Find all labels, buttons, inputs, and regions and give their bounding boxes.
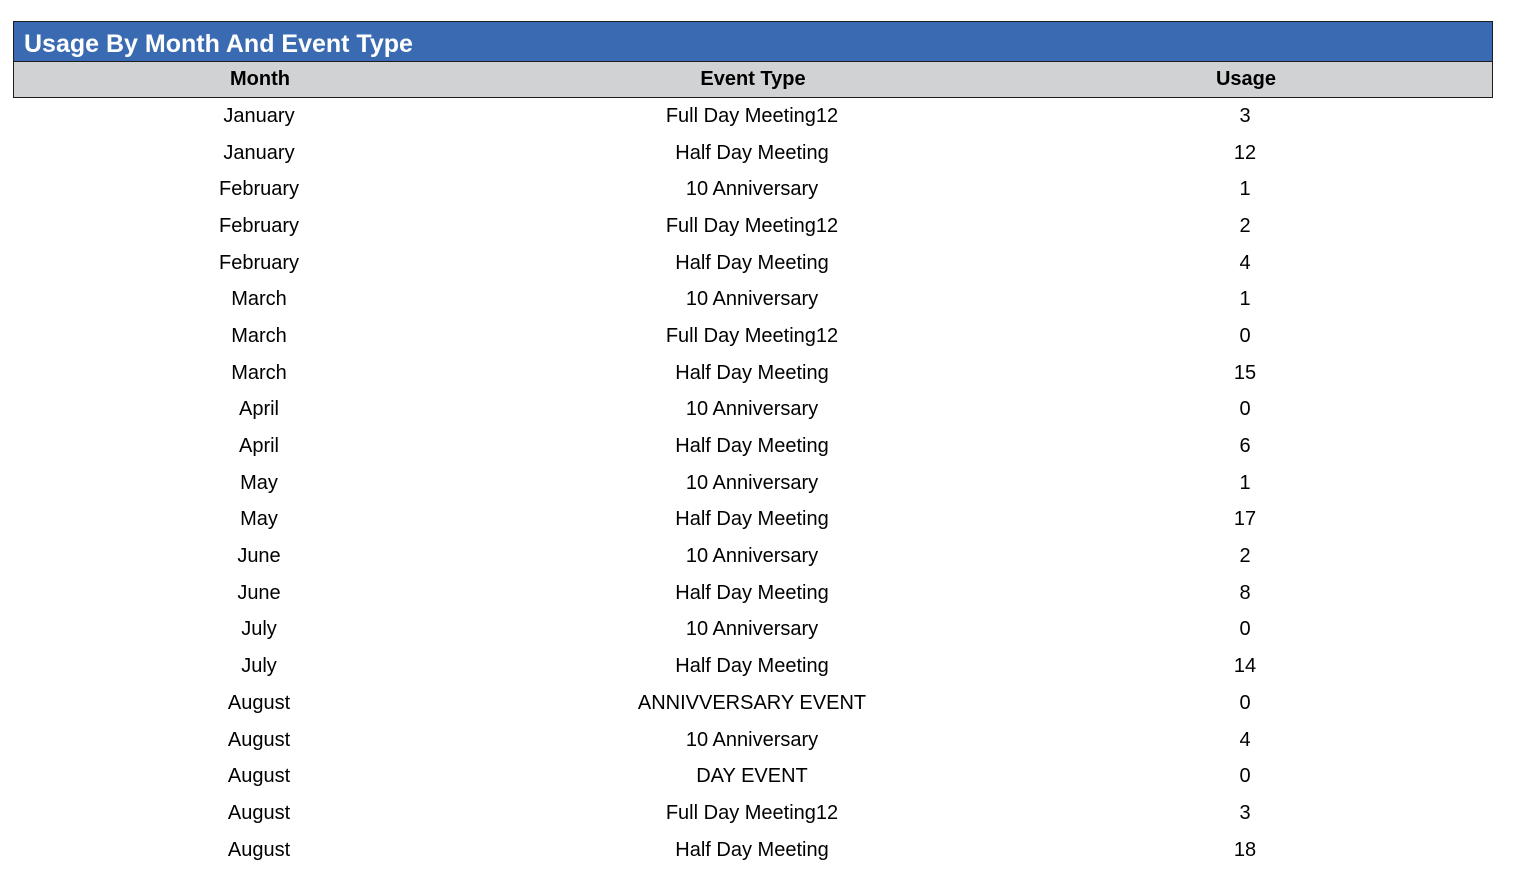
cell-event-type: 10 Anniversary — [685, 618, 819, 641]
cell-event-type: Half Day Meeting — [675, 141, 829, 164]
cell-usage: 15 — [1233, 361, 1257, 384]
cell-month: February — [218, 251, 300, 274]
cell-month: August — [227, 691, 291, 714]
table-row — [13, 392, 1493, 429]
cell-month: August — [227, 765, 291, 788]
cell-usage: 18 — [1233, 838, 1257, 861]
cell-event-type: Half Day Meeting — [675, 508, 829, 531]
cell-month: April — [238, 435, 279, 458]
cell-month: June — [237, 581, 281, 604]
cell-month: March — [231, 361, 287, 384]
cell-month: April — [238, 398, 279, 421]
cell-month: August — [227, 728, 291, 751]
cell-usage: 3 — [1239, 801, 1251, 824]
cell-usage: 1 — [1239, 288, 1251, 311]
cell-event-type: Full Day Meeting12 — [665, 104, 839, 127]
table-row — [13, 538, 1493, 575]
cell-event-type: Full Day Meeting12 — [665, 324, 839, 347]
cell-usage: 8 — [1239, 581, 1251, 604]
cell-usage: 12 — [1233, 141, 1257, 164]
cell-month: January — [223, 141, 295, 164]
table-row — [13, 575, 1493, 612]
cell-month: March — [231, 288, 287, 311]
cell-usage: 14 — [1233, 655, 1257, 678]
cell-event-type: DAY EVENT — [696, 765, 808, 788]
table-row — [13, 502, 1493, 539]
cell-event-type: Half Day Meeting — [675, 655, 829, 678]
cell-event-type: 10 Anniversary — [685, 728, 819, 751]
cell-month: May — [240, 471, 278, 494]
cell-usage: 0 — [1239, 765, 1251, 788]
cell-event-type: Half Day Meeting — [675, 435, 829, 458]
table-row — [13, 135, 1493, 172]
cell-month: March — [231, 324, 287, 347]
cell-usage: 2 — [1239, 545, 1251, 568]
table-row — [13, 685, 1493, 722]
cell-usage: 0 — [1239, 618, 1251, 641]
table-row — [13, 648, 1493, 685]
cell-event-type: Half Day Meeting — [675, 581, 829, 604]
table-row — [13, 428, 1493, 465]
cell-event-type: Full Day Meeting12 — [665, 214, 839, 237]
cell-usage: 0 — [1239, 691, 1251, 714]
cell-event-type: 10 Anniversary — [685, 545, 819, 568]
cell-usage: 4 — [1239, 251, 1251, 274]
cell-event-type: ANNIVVERSARY EVENT — [637, 691, 867, 714]
column-header-month: Month — [230, 68, 290, 90]
cell-month: January — [223, 104, 295, 127]
cell-month: February — [218, 178, 300, 201]
cell-usage: 1 — [1239, 178, 1251, 201]
table-body — [13, 98, 1493, 868]
cell-month: August — [227, 838, 291, 861]
cell-usage: 6 — [1239, 435, 1251, 458]
table-row — [13, 758, 1493, 795]
table-row — [13, 355, 1493, 392]
cell-event-type: 10 Anniversary — [685, 398, 819, 421]
table-row — [13, 832, 1493, 869]
cell-usage: 3 — [1239, 104, 1251, 127]
cell-event-type: 10 Anniversary — [685, 288, 819, 311]
cell-month: July — [241, 655, 277, 678]
table-row — [13, 795, 1493, 832]
cell-month: May — [240, 508, 278, 531]
cell-usage: 0 — [1239, 324, 1251, 347]
cell-usage: 0 — [1239, 398, 1251, 421]
table-row — [13, 612, 1493, 649]
cell-event-type: 10 Anniversary — [685, 178, 819, 201]
table-row — [13, 318, 1493, 355]
usage-report — [13, 21, 1493, 868]
table-row — [13, 722, 1493, 759]
table-row — [13, 171, 1493, 208]
report-title-bar — [13, 21, 1493, 61]
cell-usage: 1 — [1239, 471, 1251, 494]
column-header-event-type: Event Type — [700, 68, 806, 90]
table-header-row — [13, 61, 1493, 98]
cell-event-type: Half Day Meeting — [675, 251, 829, 274]
cell-event-type: Half Day Meeting — [675, 838, 829, 861]
report-title: Usage By Month And Event Type — [24, 29, 413, 58]
cell-usage: 4 — [1239, 728, 1251, 751]
column-header-usage: Usage — [1215, 68, 1277, 90]
cell-usage: 2 — [1239, 214, 1251, 237]
cell-usage: 17 — [1233, 508, 1257, 531]
cell-month: June — [237, 545, 281, 568]
table-row — [13, 281, 1493, 318]
table-row — [13, 98, 1493, 135]
cell-month: August — [227, 801, 291, 824]
cell-month: July — [241, 618, 277, 641]
table-row — [13, 245, 1493, 282]
cell-event-type: 10 Anniversary — [685, 471, 819, 494]
cell-event-type: Full Day Meeting12 — [665, 801, 839, 824]
table-row — [13, 465, 1493, 502]
table-row — [13, 208, 1493, 245]
cell-event-type: Half Day Meeting — [675, 361, 829, 384]
cell-month: February — [218, 214, 300, 237]
